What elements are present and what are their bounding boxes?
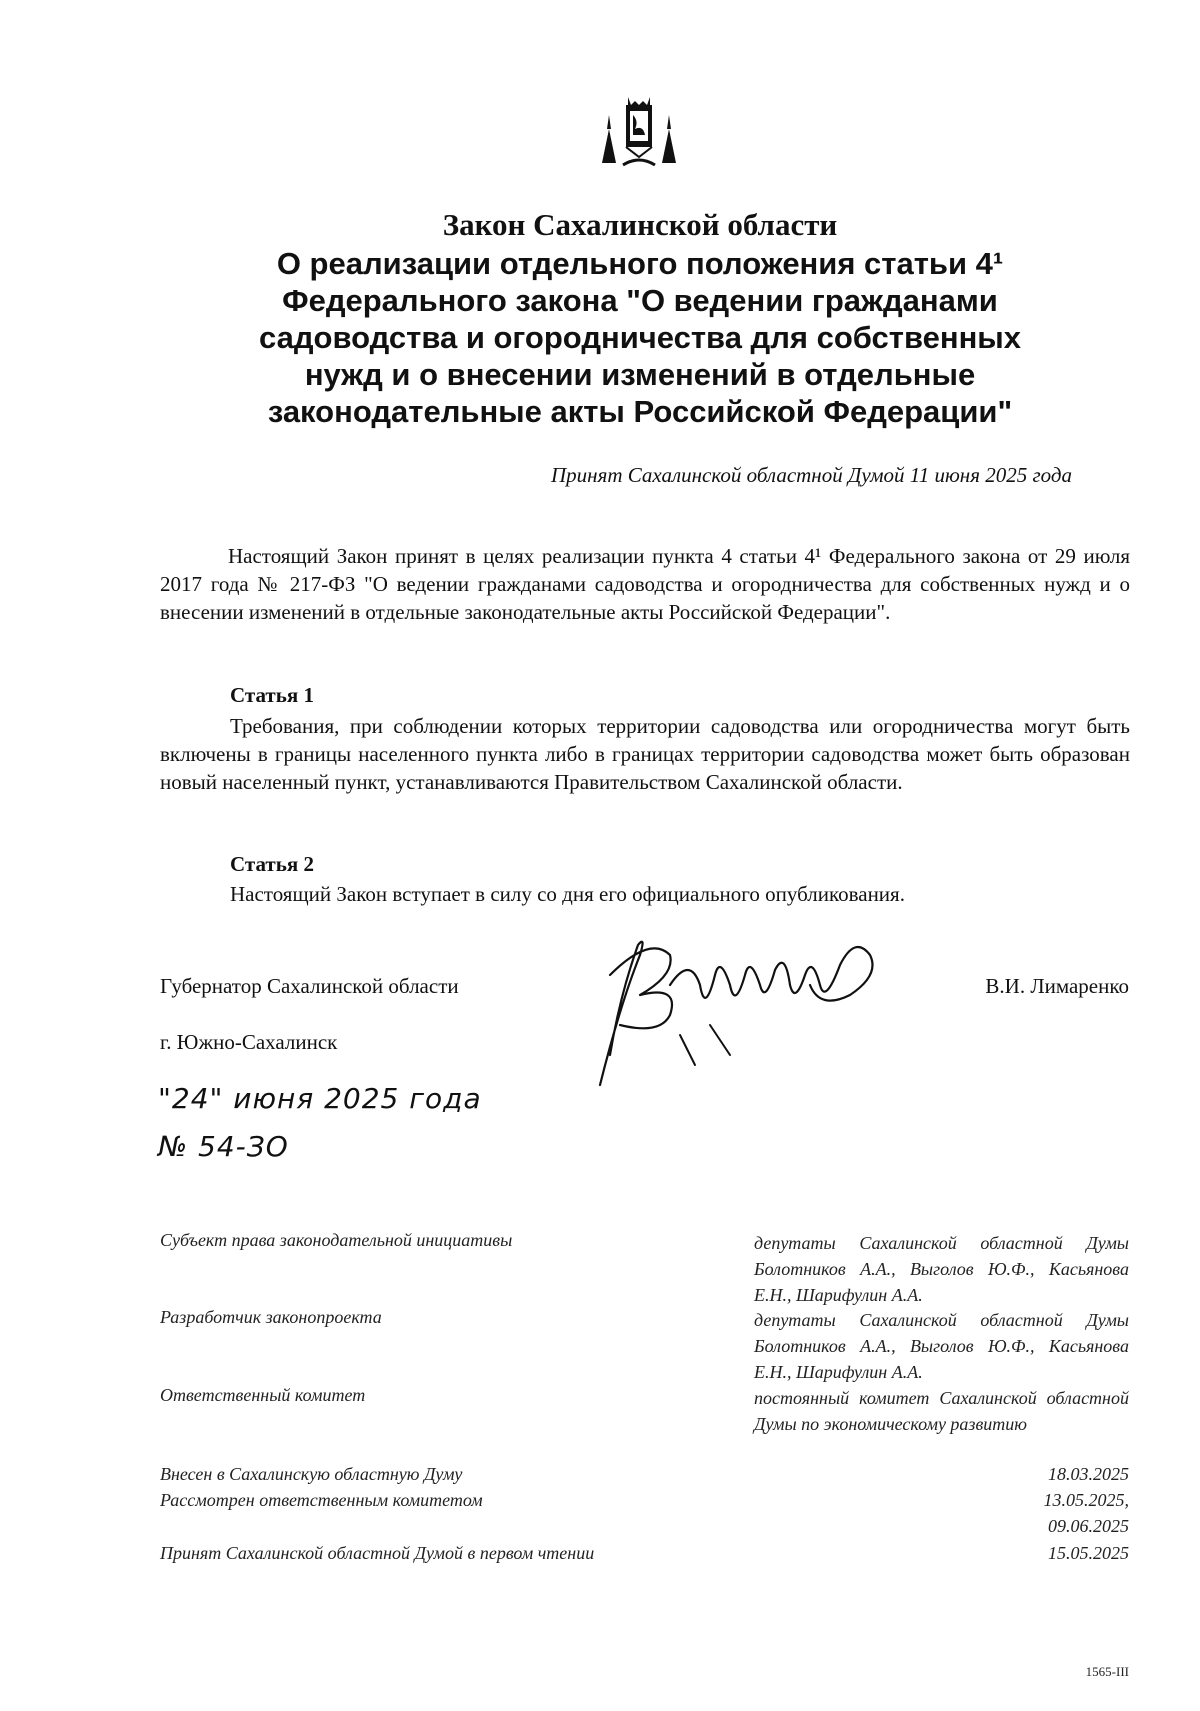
committee-value: постоянный комитет Сахалинской областной Думы по экономическому развитию	[754, 1388, 1129, 1434]
signing-city: г. Южно-Сахалинск	[160, 1030, 338, 1054]
handwritten-signature	[580, 915, 900, 1095]
law-subtitle	[200, 245, 1080, 430]
article-2-text: Настоящий Закон вступает в силу со дня его официального опубликования.	[230, 882, 905, 906]
reviewed-label: Рассмотрен ответственным комитетом	[160, 1490, 483, 1510]
governor-name: В.И. Лимаренко	[985, 974, 1129, 998]
coat-of-arms-emblem	[599, 95, 679, 171]
committee-label: Ответственный комитет	[160, 1385, 366, 1405]
subtitle-line: Федерального закона "О ведении гражданами	[282, 283, 998, 318]
reviewed-date-1: 13.05.2025,	[1043, 1490, 1129, 1510]
article-1-text: Требования, при соблюдении которых территории садоводства или огородничества могут быть включены в границы населенного пункта либо в границах территории садоводства может быть образован новый населенный пункт, устанавливаются Правительством Сахалинской области.	[160, 714, 1130, 794]
initiative-subject-value: депутаты Сахалинской областной Думы Болотников А.А., Выголов Ю.Ф., Касьянова Е.Н., Шарифулин А.А.	[754, 1233, 1129, 1305]
subtitle-line: законодательные акты Российской Федерации"	[267, 394, 1013, 429]
preamble-paragraph: Настоящий Закон принят в целях реализации пункта 4 статьи 4¹ Федерального закона от 29 июля 2017 года № 217-ФЗ "О ведении гражданами садоводства и огородничества для собственных нужд и о внесении изменений в отдельные законодательные акты Российской Федерации".	[160, 544, 1130, 624]
first-reading-label: Принят Сахалинской областной Думой в первом чтении	[160, 1543, 595, 1563]
subtitle-line: садоводства и огородничества для собственных	[258, 320, 1022, 355]
initiative-subject-label: Субъект права законодательной инициативы	[160, 1230, 513, 1250]
first-reading-date: 15.05.2025	[1048, 1543, 1129, 1563]
introduced-date: 18.03.2025	[1048, 1464, 1129, 1484]
document-code: 1565-III	[1085, 1664, 1129, 1679]
governor-position: Губернатор Сахалинской области	[160, 974, 459, 998]
article-1-heading: Статья 1	[230, 683, 314, 707]
signing-date-handwritten: "24" июня 2025 года	[158, 1082, 482, 1115]
adoption-note: Принят Сахалинской областной Думой 11 июня 2025 года	[551, 463, 1072, 487]
subtitle-line: нужд и о внесении изменений в отдельные	[304, 357, 976, 392]
introduced-label: Внесен в Сахалинскую областную Думу	[160, 1464, 463, 1484]
article-2-heading: Статья 2	[230, 852, 314, 876]
reviewed-date-2: 09.06.2025	[1048, 1516, 1129, 1536]
law-number-handwritten: № 54-ЗО	[158, 1130, 289, 1163]
law-title: Закон Сахалинской области	[442, 207, 838, 242]
developer-value: депутаты Сахалинской областной Думы Болотников А.А., Выголов Ю.Ф., Касьянова Е.Н., Шарифулин А.А.	[754, 1310, 1129, 1382]
developer-label: Разработчик законопроекта	[160, 1307, 382, 1327]
subtitle-line: О реализации отдельного положения статьи 4¹	[276, 246, 1004, 281]
